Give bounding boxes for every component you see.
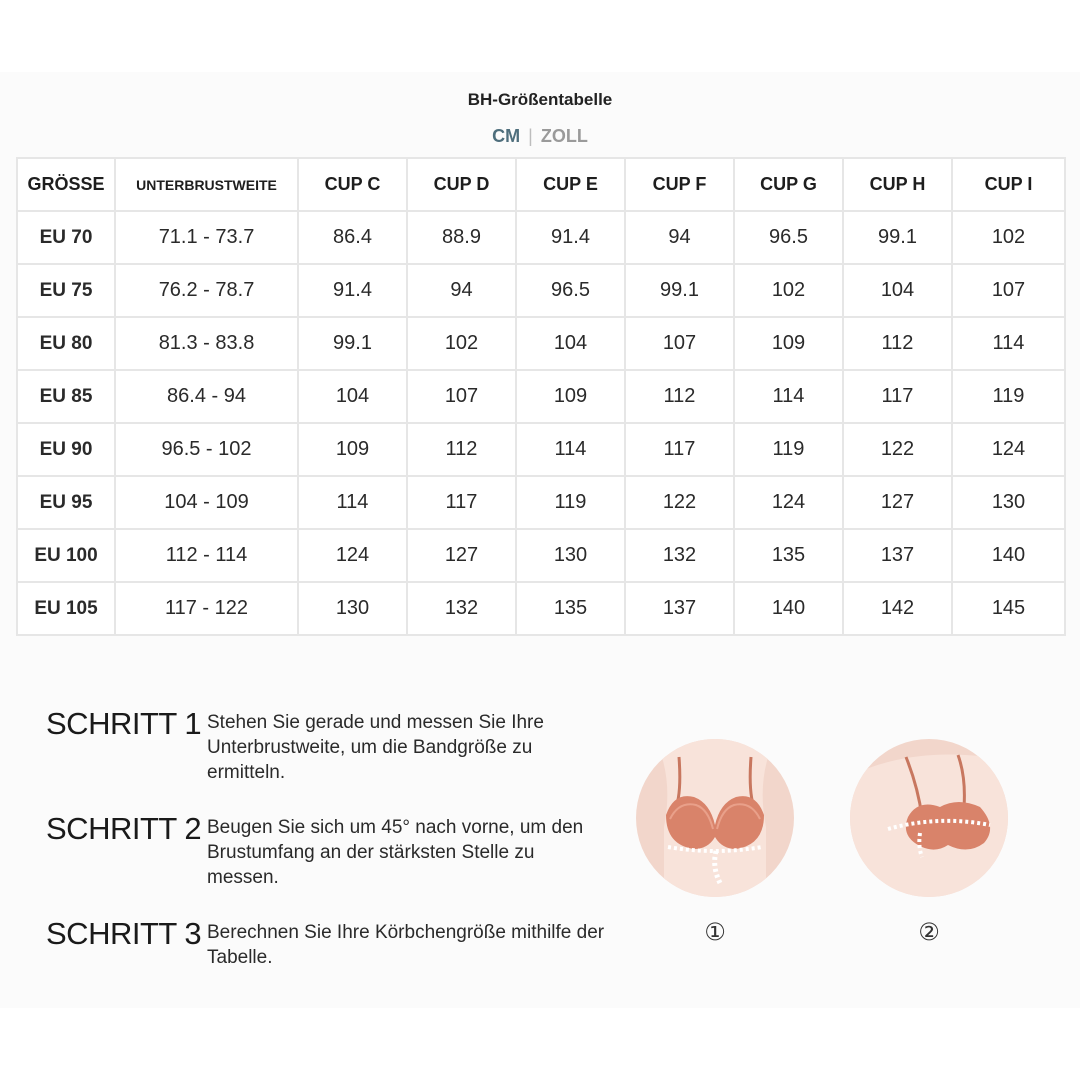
cup-value-cell: 130	[952, 476, 1065, 529]
cup-value-cell: 104	[843, 264, 952, 317]
table-row	[17, 370, 1065, 423]
bra-bent-measure-illustration	[848, 737, 1010, 899]
size-cell: EU 95	[17, 476, 115, 529]
cup-value-cell: 104	[516, 317, 625, 370]
column-header: CUP H	[843, 158, 952, 211]
cup-value-cell: 114	[952, 317, 1065, 370]
cup-value-cell: 142	[843, 582, 952, 635]
table-row	[17, 582, 1065, 635]
cup-value-cell: 86.4	[298, 211, 407, 264]
underbust-cell: 76.2 - 78.7	[115, 264, 298, 317]
table-header-row	[17, 158, 1065, 211]
step-label: SCHRITT 3	[46, 916, 202, 951]
page-title: BH-Größentabelle	[467, 90, 613, 109]
column-header: CUP C	[298, 158, 407, 211]
cup-value-cell: 124	[298, 529, 407, 582]
size-cell: EU 75	[17, 264, 115, 317]
cup-value-cell: 117	[407, 476, 516, 529]
cup-value-cell: 112	[843, 317, 952, 370]
size-cell: EU 70	[17, 211, 115, 264]
cup-value-cell: 109	[516, 370, 625, 423]
cup-value-cell: 104	[298, 370, 407, 423]
cup-value-cell: 140	[734, 582, 843, 635]
cup-value-cell: 119	[734, 423, 843, 476]
cup-value-cell: 94	[625, 211, 734, 264]
cup-value-cell: 88.9	[407, 211, 516, 264]
cup-value-cell: 137	[625, 582, 734, 635]
table-row	[17, 529, 1065, 582]
cup-value-cell: 130	[516, 529, 625, 582]
cup-value-cell: 96.5	[516, 264, 625, 317]
cup-value-cell: 124	[734, 476, 843, 529]
cup-value-cell: 117	[843, 370, 952, 423]
size-cell: EU 80	[17, 317, 115, 370]
cup-value-cell: 135	[734, 529, 843, 582]
unit-inch-tab[interactable]: ZOLL	[540, 126, 588, 146]
column-header: CUP E	[516, 158, 625, 211]
underbust-cell: 112 - 114	[115, 529, 298, 582]
cup-value-cell: 109	[298, 423, 407, 476]
cup-value-cell: 119	[952, 370, 1065, 423]
cup-value-cell: 91.4	[516, 211, 625, 264]
cup-value-cell: 132	[625, 529, 734, 582]
table-row	[17, 423, 1065, 476]
cup-value-cell: 102	[734, 264, 843, 317]
unit-cm-tab[interactable]: CM	[492, 126, 521, 146]
underbust-cell: 86.4 - 94	[115, 370, 298, 423]
column-header: CUP G	[734, 158, 843, 211]
column-header: CUP D	[407, 158, 516, 211]
unit-separator: |	[528, 126, 533, 146]
cup-value-cell: 112	[407, 423, 516, 476]
size-cell: EU 105	[17, 582, 115, 635]
table-row	[17, 264, 1065, 317]
step-label: SCHRITT 2	[46, 811, 202, 846]
column-header: UNTERBRUSTWEITE	[115, 158, 298, 211]
cup-value-cell: 124	[952, 423, 1065, 476]
cup-value-cell: 119	[516, 476, 625, 529]
cup-value-cell: 122	[843, 423, 952, 476]
cup-value-cell: 99.1	[298, 317, 407, 370]
cup-value-cell: 102	[952, 211, 1065, 264]
column-header: GRÖSSE	[17, 158, 115, 211]
cup-value-cell: 122	[625, 476, 734, 529]
underbust-cell: 104 - 109	[115, 476, 298, 529]
cup-value-cell: 107	[407, 370, 516, 423]
cup-value-cell: 107	[952, 264, 1065, 317]
table-row	[17, 211, 1065, 264]
cup-value-cell: 130	[298, 582, 407, 635]
illustration-number: ②	[918, 919, 940, 946]
cup-value-cell: 94	[407, 264, 516, 317]
illustration-number: ①	[704, 919, 726, 946]
cup-value-cell: 107	[625, 317, 734, 370]
cup-value-cell: 99.1	[843, 211, 952, 264]
cup-value-cell: 127	[843, 476, 952, 529]
cup-value-cell: 114	[516, 423, 625, 476]
cup-value-cell: 102	[407, 317, 516, 370]
step-text: Beugen Sie sich um 45° nach vorne, um den Brustumfang an der stärksten Stelle zu messen.	[207, 817, 584, 888]
cup-value-cell: 99.1	[625, 264, 734, 317]
size-table	[16, 157, 1066, 636]
cup-value-cell: 127	[407, 529, 516, 582]
step-label: SCHRITT 1	[46, 706, 202, 741]
size-cell: EU 100	[17, 529, 115, 582]
cup-value-cell: 137	[843, 529, 952, 582]
size-cell: EU 90	[17, 423, 115, 476]
column-header: CUP I	[952, 158, 1065, 211]
table-row	[17, 476, 1065, 529]
underbust-cell: 71.1 - 73.7	[115, 211, 298, 264]
underbust-cell: 81.3 - 83.8	[115, 317, 298, 370]
step-text: Stehen Sie gerade und messen Sie Ihre Unterbrustweite, um die Bandgröße zu ermitteln.	[207, 712, 544, 783]
cup-value-cell: 140	[952, 529, 1065, 582]
cup-value-cell: 132	[407, 582, 516, 635]
cup-value-cell: 117	[625, 423, 734, 476]
step-text: Berechnen Sie Ihre Körbchengröße mithilfe der Tabelle.	[207, 922, 605, 968]
underbust-cell: 117 - 122	[115, 582, 298, 635]
cup-value-cell: 112	[625, 370, 734, 423]
cup-value-cell: 109	[734, 317, 843, 370]
bra-standing-measure-illustration	[634, 737, 796, 899]
underbust-cell: 96.5 - 102	[115, 423, 298, 476]
cup-value-cell: 145	[952, 582, 1065, 635]
table-row	[17, 317, 1065, 370]
cup-value-cell: 135	[516, 582, 625, 635]
column-header: CUP F	[625, 158, 734, 211]
cup-value-cell: 91.4	[298, 264, 407, 317]
cup-value-cell: 114	[298, 476, 407, 529]
cup-value-cell: 114	[734, 370, 843, 423]
size-cell: EU 85	[17, 370, 115, 423]
unit-switch	[0, 126, 1080, 147]
cup-value-cell: 96.5	[734, 211, 843, 264]
